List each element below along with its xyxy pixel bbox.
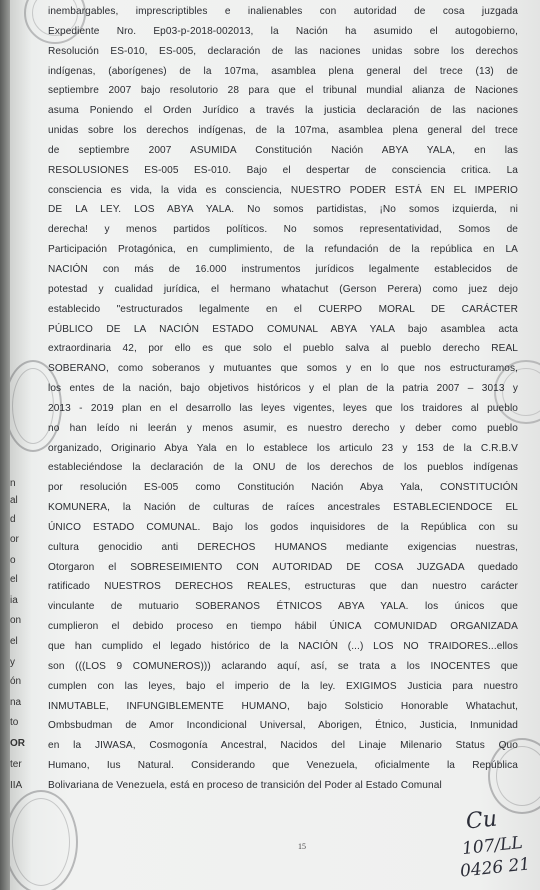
text-line: inembargables, imprescriptibles e inalienables con autoridad de cosa juzgada bbox=[48, 6, 518, 17]
text-line: consciencia es vida, la vida es consciencia, NUESTRO PODER ESTÁ EN EL IMPERIO bbox=[48, 184, 518, 196]
margin-fragment: ter bbox=[10, 759, 22, 770]
text-line: por resolución ES-005 como Constitución Nación Abya Yala, CONSTITUCIÓN bbox=[48, 482, 518, 494]
text-line: Humano, Ius Natural. Considerando que Venezuela, oficialmente la República bbox=[48, 760, 518, 772]
margin-fragment: ia bbox=[10, 595, 18, 606]
text-line: septiembre 2007 bajo resolutorio 28 para que el tribunal mundial alianza de Naciones bbox=[48, 85, 518, 97]
margin-fragment: el bbox=[10, 636, 18, 647]
text-line: Participación Protagónica, en cumplimiento, de la refundación de la república en LA bbox=[48, 244, 518, 256]
text-line: derecha! y menos partidos políticos. No somos representatividad, Somos de bbox=[48, 224, 518, 236]
text-line: KOMUNERA, la Nación de culturas de raíces ancestrales ESTABLECIENDOCE EL bbox=[48, 502, 518, 514]
margin-fragment: n bbox=[10, 478, 16, 489]
text-line: RESOLUSIONES ES-005 ES-010. Bajo el despertar de consciencia critica. La bbox=[48, 164, 518, 176]
margin-fragment: IIA bbox=[10, 780, 23, 791]
margin-fragment: on bbox=[10, 615, 22, 626]
text-line: 2013 - 2019 plan en el desarrollo las leyes vigentes, leyes que los traidores al pueblo bbox=[48, 402, 518, 414]
text-line: vinculante de mutuario SOBERANOS ÉTNICOS ABYA YALA. los únicos que bbox=[48, 601, 518, 613]
body-text bbox=[48, 2, 518, 796]
text-line: Expediente Nro. Ep03-p-2018-002013, la Nación ha asumido el autogobierno, bbox=[48, 25, 518, 37]
document-page bbox=[10, 0, 540, 890]
text-line: DE LA LEY. LOS ABYA YALA. No somos partidistas, ¡No somos izquierda, ni bbox=[48, 204, 518, 216]
text-line: establecido "estructurados legalmente en el CUERPO MORAL DE CARÁCTER bbox=[48, 303, 518, 315]
text-line: potestad y cualidad jurídica, el hermano whatachut (Gerson Perera) como juez dejo bbox=[48, 283, 518, 295]
page-edge-shadow bbox=[0, 0, 10, 890]
text-line: unidas sobre los derechos indígenas, de la 107ma, asamblea plena general del trece bbox=[48, 125, 518, 137]
text-line: Otorgaron el SOBRESEIMIENTO CON AUTORIDAD DE COSA JUZGADA quedado bbox=[48, 561, 518, 573]
text-line: PÚBLICO DE LA NACIÓN ESTADO COMUNAL ABYA YALA bajo asamblea acta bbox=[48, 323, 518, 335]
text-line: cultura genocidio anti DERECHOS HUMANOS mediante exigencias nuestras, bbox=[48, 541, 518, 553]
text-line: que han cumplido el legado histórico de la NACIÓN (...) LOS NO TRAIDORES...ellos bbox=[48, 641, 518, 652]
text-line: ÚNICO ESTADO COMUNAL. Bajo los godos inquisidores de la República con su bbox=[48, 521, 518, 533]
text-line: NACIÓN con más de 16.000 instrumentos jurídicos legalmente establecidos de bbox=[48, 263, 518, 275]
text-line: cumplen con las leyes, bajo el imperio de la ley. EXIGIMOS Justicia para nuestro bbox=[48, 680, 518, 692]
handwriting-line: Cu bbox=[464, 806, 499, 835]
text-line: son (((LOS 9 COMUNEROS))) aclarando aquí, así, se trata a los INOCENTES que bbox=[48, 660, 518, 672]
text-line: Bolivariana de Venezuela, está en proceso de transición del Poder al Estado Comunal bbox=[48, 779, 442, 791]
margin-fragment: ón bbox=[10, 676, 22, 687]
text-line: no han leído ni leerán y menos asumir, es nuestro derecho y deber como pueblo bbox=[48, 422, 518, 434]
text-line: indígenas, (aborígenes) de la 107ma, asamblea plena general del trece (13) de bbox=[48, 65, 518, 77]
margin-fragment: y bbox=[10, 657, 15, 668]
margin-fragment: to bbox=[10, 717, 19, 728]
text-line: Resolución ES-010, ES-005, declaración de las naciones unidas sobre los derechos bbox=[48, 45, 518, 57]
text-line: en la JIWASA, Cosmogonía Ancestral, Nacidos del Linaje Milenario Status Quo bbox=[48, 740, 518, 752]
text-line: asuma Poniendo el Orden Jurídico a través la justicia declaración de las naciones bbox=[48, 105, 518, 117]
text-line: SOBERANO, como soberanos y mutuantes que somos y en lo que nos estructuramos, bbox=[48, 363, 518, 375]
handwriting-line: 0426 21 bbox=[459, 854, 532, 882]
text-line: de septiembre 2007 ASUMIDA Constitución Nación ABYA YALA, en las bbox=[48, 144, 518, 156]
text-line: cumplieron el debido proceso en tiempo hábil ÚNICA COMUNIDAD ORGANIZADA bbox=[48, 621, 518, 633]
handwritten-annotation bbox=[459, 806, 540, 888]
text-line: estableciéndose la declaración de la ONU de los derechos de los pueblos indígenas bbox=[48, 462, 518, 474]
margin-fragment: al bbox=[10, 495, 18, 506]
margin-fragment: na bbox=[10, 697, 22, 708]
margin-fragment: o bbox=[10, 555, 16, 566]
handwriting-line: 107/LL bbox=[461, 832, 524, 860]
text-line: INMUTABLE, INFUNGIBLEMENTE HUMANO, bajo Solsticio Honorable Whatachut, bbox=[48, 700, 518, 712]
text-line: organizado, Originario Abya Yala en lo establece los articulo 23 y 153 de la C.R.B.V bbox=[48, 442, 518, 454]
page-number: 15 bbox=[298, 842, 306, 851]
margin-fragment: el bbox=[10, 574, 18, 585]
text-line: ratificado NUESTROS DERECHOS REALES, estructuras que dan nuestro carácter bbox=[48, 581, 518, 593]
margin-fragment: or bbox=[10, 534, 19, 545]
seal-stamp-bottom-left bbox=[10, 790, 78, 890]
text-line: extraordinaria 42, por ello es que solo el pueblo salva al pueblo derecho REAL bbox=[48, 343, 518, 355]
margin-fragment: d bbox=[10, 514, 16, 525]
text-line: Ombsbudman de Amor Incondicional Universal, Aborigen, Étnico, Justicia, Inmunidad bbox=[48, 720, 518, 732]
margin-fragment: OR bbox=[10, 738, 25, 749]
text-line: los entes de la nación, bajo objetivos históricos y el plan de la patria 2007 – 3013 y bbox=[48, 383, 518, 395]
